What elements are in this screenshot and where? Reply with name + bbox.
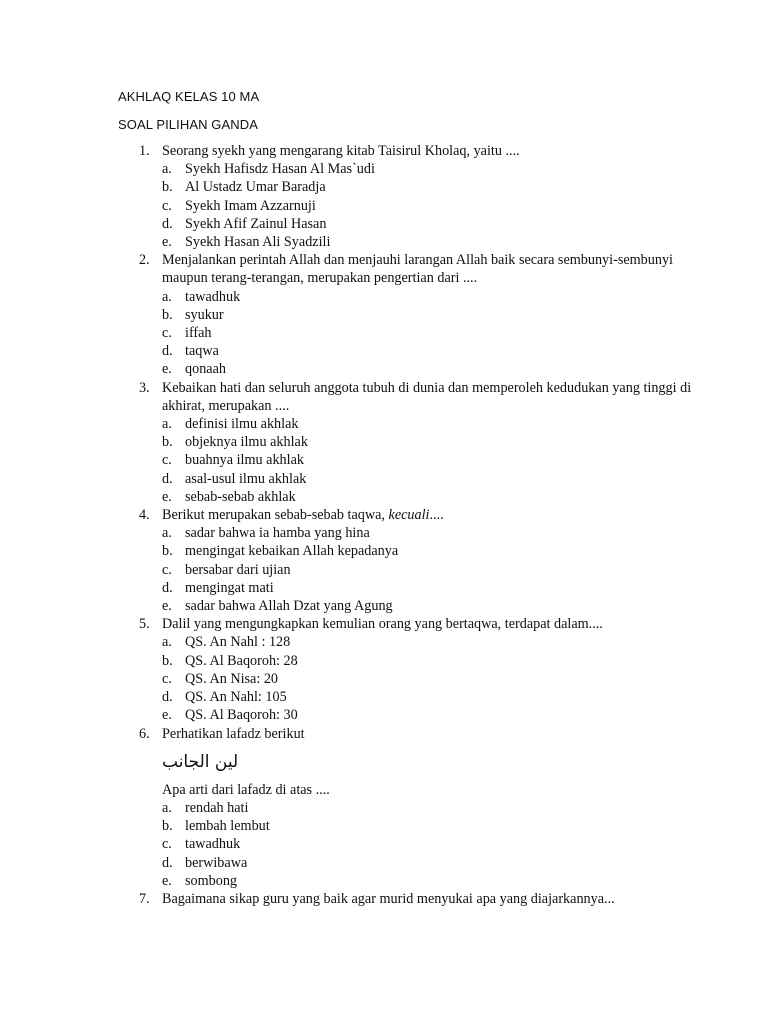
option-letter: a.: [162, 799, 172, 816]
option-b: [0, 817, 768, 835]
option-b: [0, 178, 768, 196]
question-1: [0, 142, 768, 251]
option-text: QS. Al Baqoroh: 30: [185, 707, 298, 724]
question-number: 3.: [139, 379, 150, 396]
question-text: [0, 725, 768, 743]
question-stem: Kebaikan hati dan seluruh anggota tubuh di dunia dan memperoleh kedudukan yang tinggi di akhirat, merupakan ....: [162, 379, 692, 414]
question-7: [0, 890, 768, 908]
option-text: tawadhuk: [185, 288, 241, 305]
option-text: Syekh Imam Azzarnuji: [185, 197, 316, 214]
question-number: 1.: [139, 143, 150, 159]
option-text: lembah lembut: [185, 818, 270, 835]
option-e: [0, 233, 768, 251]
option-text: Syekh Hafisdz Hasan Al Mas`udi: [185, 161, 375, 178]
option-text: QS. Al Baqoroh: 28: [185, 652, 298, 669]
option-text: bersabar dari ujian: [185, 561, 291, 578]
question-list: [0, 142, 768, 908]
arabic-phrase: [0, 743, 768, 781]
option-text: mengingat mati: [185, 579, 274, 596]
option-text: sebab-sebab akhlak: [185, 488, 296, 505]
option-text: definisi ilmu akhlak: [185, 416, 299, 433]
document-title: AKHLAQ KELAS 10 MA: [118, 89, 260, 104]
option-e: [0, 360, 768, 378]
option-e: [0, 488, 768, 506]
option-text: Syekh Hasan Ali Syadzili: [185, 234, 331, 251]
option-letter: b.: [162, 179, 173, 196]
option-text: tawadhuk: [185, 836, 241, 853]
question-2: [0, 251, 768, 378]
option-text: iffah: [185, 325, 212, 342]
option-letter: a.: [162, 634, 172, 651]
option-b: [0, 652, 768, 670]
option-a: [0, 160, 768, 178]
option-d: [0, 854, 768, 872]
question-tail: ....: [429, 507, 444, 524]
option-letter: b.: [162, 543, 173, 560]
question-number: 4.: [139, 507, 150, 524]
question-stem: Perhatikan lafadz berikut: [162, 725, 305, 742]
option-text: sadar bahwa ia hamba yang hina: [185, 525, 370, 542]
option-letter: c.: [162, 836, 172, 853]
option-text: QS. An Nisa: 20: [185, 670, 279, 687]
option-text: QS. An Nahl : 128: [185, 634, 291, 651]
option-text: QS. An Nahl: 105: [185, 689, 287, 706]
option-letter: a.: [162, 416, 172, 433]
option-text: Al Ustadz Umar Baradja: [185, 179, 326, 196]
option-letter: d.: [162, 689, 173, 706]
option-letter: d.: [162, 470, 173, 487]
question-number: 7.: [139, 890, 150, 907]
option-letter: c.: [162, 561, 172, 578]
option-letter: c.: [162, 670, 172, 687]
option-b: [0, 433, 768, 451]
question-5: [0, 615, 768, 724]
option-e: [0, 872, 768, 890]
question-prompt: Apa arti dari lafadz di atas ....: [162, 781, 330, 798]
option-letter: a.: [162, 161, 172, 178]
option-letter: a.: [162, 525, 172, 542]
option-d: [0, 215, 768, 233]
option-text: rendah hati: [185, 799, 249, 816]
option-c: [0, 835, 768, 853]
question-emphasis: kecuali: [388, 507, 430, 524]
option-text: mengingat kebaikan Allah kepadanya: [185, 543, 399, 560]
option-a: [0, 633, 768, 651]
option-letter: c.: [162, 325, 172, 342]
option-c: [0, 451, 768, 469]
arabic-text: لين الجانب: [162, 751, 239, 772]
question-number: 2.: [139, 252, 150, 269]
option-letter: d.: [162, 215, 173, 232]
option-text: syukur: [185, 306, 224, 323]
question-stem: Bagaimana sikap guru yang baik agar murid menyukai apa yang diajarkannya...: [162, 890, 615, 907]
option-a: [0, 288, 768, 306]
option-letter: e.: [162, 707, 172, 724]
question-text: [0, 251, 768, 287]
question-stem: Dalil yang mengungkapkan kemulian orang yang bertaqwa, terdapat dalam....: [162, 616, 603, 633]
option-a: [0, 415, 768, 433]
option-text: sombong: [185, 872, 238, 889]
option-e: [0, 706, 768, 724]
option-letter: b.: [162, 434, 173, 451]
question-stem: Seorang syekh yang mengarang kitab Taisirul Kholaq, yaitu ....: [162, 143, 520, 159]
option-d: [0, 688, 768, 706]
question-text: [0, 506, 768, 524]
option-letter: b.: [162, 652, 173, 669]
option-d: [0, 579, 768, 597]
option-text: taqwa: [185, 343, 219, 360]
option-text: asal-usul ilmu akhlak: [185, 470, 307, 487]
question-6: [0, 725, 768, 890]
question-3: [0, 379, 768, 506]
option-letter: a.: [162, 288, 172, 305]
question-text: [0, 379, 768, 415]
option-letter: e.: [162, 872, 172, 889]
option-b: [0, 306, 768, 324]
option-letter: e.: [162, 488, 172, 505]
option-letter: c.: [162, 452, 172, 469]
option-text: sadar bahwa Allah Dzat yang Agung: [185, 598, 393, 615]
option-d: [0, 342, 768, 360]
option-letter: b.: [162, 306, 173, 323]
question-number: 5.: [139, 616, 150, 633]
option-letter: d.: [162, 343, 173, 360]
option-a: [0, 524, 768, 542]
option-text: berwibawa: [185, 854, 248, 871]
option-c: [0, 670, 768, 688]
option-text: buahnya ilmu akhlak: [185, 452, 304, 469]
question-4: [0, 506, 768, 615]
option-letter: d.: [162, 579, 173, 596]
option-letter: c.: [162, 197, 172, 214]
question-text: [0, 890, 768, 908]
option-c: [0, 561, 768, 579]
question-stem: Menjalankan perintah Allah dan menjauhi larangan Allah baik secara sembunyi-sembunyi maupun terang-terangan, merupakan pengertian dari ....: [162, 252, 673, 287]
option-letter: b.: [162, 818, 173, 835]
question-number: 6.: [139, 725, 150, 742]
option-letter: e.: [162, 598, 172, 615]
option-letter: e.: [162, 361, 172, 378]
option-text: objeknya ilmu akhlak: [185, 434, 308, 451]
option-text: qonaah: [185, 361, 226, 378]
option-d: [0, 470, 768, 488]
option-letter: d.: [162, 854, 173, 871]
option-e: [0, 597, 768, 615]
option-c: [0, 324, 768, 342]
option-text: Syekh Afif Zainul Hasan: [185, 215, 327, 232]
option-c: [0, 197, 768, 215]
question-text: [0, 142, 768, 160]
question-text: [0, 615, 768, 633]
question-stem: Berikut merupakan sebab-sebab taqwa,: [162, 507, 385, 524]
section-title: SOAL PILIHAN GANDA: [118, 117, 259, 132]
option-b: [0, 542, 768, 560]
option-a: [0, 799, 768, 817]
option-letter: e.: [162, 234, 172, 251]
